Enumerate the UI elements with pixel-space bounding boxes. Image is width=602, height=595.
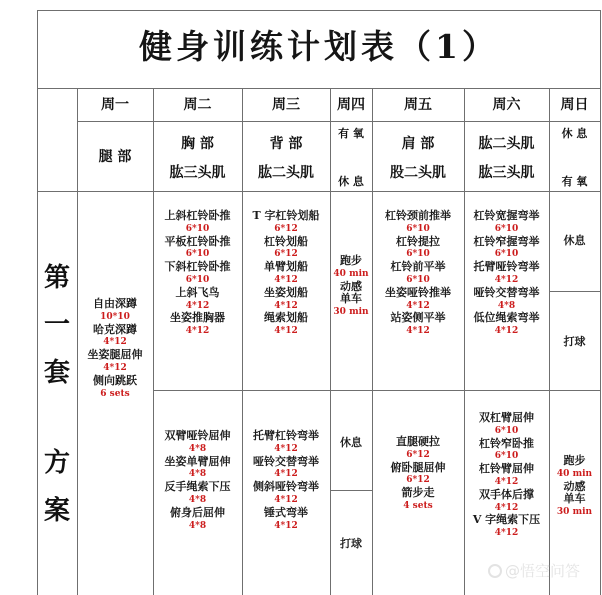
exercise-block-sat-triceps (464, 412, 549, 540)
exercise-name: V 字绳索下压 (472, 513, 541, 527)
exercise-reps: 6*10 (406, 274, 430, 285)
group-mon: 腿 部 (98, 149, 132, 165)
exercise-reps: 4*8 (188, 494, 207, 505)
exercise-reps: 40 min (556, 468, 593, 479)
exercise-reps: 4*12 (274, 443, 298, 454)
exercise-name: 哈克深蹲 (93, 322, 137, 336)
exercise-name: 坐姿单臂屈伸 (164, 454, 231, 468)
exercise-name: 双手体后撑 (479, 487, 534, 501)
exercise-reps: 30 min (556, 507, 593, 518)
exercise-block-tue-chest (153, 210, 242, 338)
group-tue-1: 胸 部 (181, 136, 214, 152)
group-wed-1: 背 部 (269, 136, 303, 152)
exercise-name: 杠铃前平举 (390, 260, 446, 274)
page-title: 健身训练计划表（1） (139, 27, 499, 66)
exercise-name: 跑步 (563, 454, 586, 467)
exercise-block-wed-back (242, 210, 330, 338)
exercise-reps: 4*12 (406, 326, 430, 337)
exercise-reps: 4*12 (103, 362, 127, 373)
watermark-text: @悟空问答 (504, 562, 580, 580)
exercise-reps: 4*12 (494, 326, 519, 337)
exercise-block-mon (77, 298, 153, 400)
exercise-reps: 30 min (333, 307, 369, 318)
exercise-reps: 6*12 (406, 449, 430, 460)
day-header-wed: 周三 (272, 97, 300, 113)
exercise-name: 单臂划船 (264, 260, 308, 274)
exercise-block-thu-cardio (330, 255, 372, 319)
grid-line (37, 10, 601, 11)
grid-line (330, 490, 372, 491)
exercise-reps: 4*12 (274, 494, 298, 505)
exercise-name: 自由深蹲 (93, 297, 137, 310)
exercise-reps: 10*10 (100, 311, 130, 322)
exercise-block-fri-hamstring (372, 436, 464, 513)
exercise-reps: 4*8 (188, 469, 207, 480)
exercise-block-sun-cardio (549, 455, 600, 519)
exercise-name: 单车 (340, 292, 362, 306)
exercise-reps: 6*10 (494, 223, 519, 234)
plan-label-char: 套 (43, 358, 70, 388)
exercise-name: 上斜飞鸟 (175, 285, 220, 299)
exercise-block-tue-triceps (153, 430, 242, 532)
exercise-reps: 4*12 (494, 274, 519, 285)
exercise-block-fri-shoulder (372, 210, 464, 338)
exercise-reps: 6*10 (494, 249, 519, 260)
exercise-name: 坐姿腿屈伸 (87, 348, 143, 362)
exercise-reps: 4*12 (274, 469, 298, 480)
exercise-reps: 4*12 (494, 502, 519, 513)
exercise-name: 杠铃窄卧推 (479, 436, 534, 450)
watermark (488, 560, 580, 581)
exercise-name: 箭步走 (401, 486, 435, 500)
exercise-reps: 4*12 (274, 326, 298, 337)
day-header-sun: 周日 (560, 97, 589, 113)
exercise-name: 托臂杠铃弯举 (253, 429, 319, 442)
exercise-reps: 4*12 (185, 300, 210, 311)
exercise-reps: 4*8 (497, 300, 516, 311)
grid-line (600, 10, 601, 595)
exercise-name: 单车 (563, 492, 586, 506)
grid-line (37, 88, 601, 89)
exercise-name: 双杠臂屈伸 (479, 411, 534, 424)
exercise-name: 站姿侧平举 (390, 311, 446, 325)
sun-ball: 打球 (563, 335, 586, 348)
exercise-reps: 6*10 (185, 223, 210, 234)
sun-rest: 休息 (563, 234, 586, 247)
exercise-name: 哑铃交替弯举 (473, 285, 540, 299)
exercise-name: 杠铃窄握弯举 (473, 234, 540, 248)
exercise-reps: 4*12 (103, 337, 127, 348)
exercise-name: 低位绳索弯举 (473, 311, 540, 325)
grid-line (549, 291, 601, 292)
exercise-reps: 4*12 (406, 300, 430, 311)
exercise-name: 锤式弯举 (264, 505, 308, 519)
exercise-name: 坐姿划船 (264, 285, 308, 299)
day-header-thu: 周四 (337, 97, 365, 113)
exercise-name: 杠铃臂屈伸 (479, 462, 534, 476)
exercise-reps: 6*12 (406, 475, 430, 486)
exercise-reps: 6*12 (274, 249, 298, 260)
exercise-reps: 4*12 (185, 326, 210, 337)
exercise-reps: 6 sets (100, 388, 130, 399)
exercise-reps: 6*10 (494, 425, 519, 436)
exercise-block-sat-biceps (464, 210, 549, 338)
group-fri-1: 肩 部 (401, 136, 435, 152)
exercise-name: 俯身后屈伸 (170, 505, 225, 519)
exercise-name: 反手绳索下压 (164, 480, 231, 494)
group-fri-2: 股二头肌 (390, 165, 446, 181)
exercise-name: 哑铃交替弯举 (253, 454, 319, 468)
day-header-fri: 周五 (404, 97, 432, 113)
exercise-name: 侧向跳跃 (93, 373, 137, 387)
exercise-name: 下斜杠铃卧推 (164, 260, 231, 274)
thu-rest: 休息 (340, 436, 362, 449)
exercise-name: 杠铃划船 (264, 234, 308, 248)
grid-line (330, 88, 331, 595)
exercise-name: 双臂哑铃屈伸 (164, 429, 231, 442)
group-tue-2: 肱三头肌 (169, 165, 226, 181)
day-header-tue: 周二 (183, 97, 212, 113)
group-thu-1: 有 氧 (338, 127, 364, 140)
exercise-reps: 4 sets (403, 500, 433, 511)
exercise-reps: 6*10 (406, 223, 430, 234)
exercise-reps: 6*10 (185, 274, 210, 285)
exercise-name: 动感 (563, 479, 586, 493)
wukong-logo-icon (488, 564, 502, 578)
exercise-name: 侧斜哑铃弯举 (253, 480, 319, 494)
exercise-name: 坐姿推胸器 (170, 311, 225, 325)
exercise-name: 平板杠铃卧推 (164, 234, 231, 248)
plan-label-char: 第 (43, 263, 70, 293)
group-sun-2: 有 氧 (561, 175, 588, 188)
exercise-reps: 4*12 (274, 274, 298, 285)
exercise-reps: 4*8 (188, 520, 207, 531)
exercise-reps: 4*12 (274, 520, 298, 531)
exercise-name: 直腿硬拉 (396, 435, 440, 448)
exercise-name: 上斜杠铃卧推 (164, 209, 231, 222)
exercise-name: 杠铃宽握弯举 (473, 209, 540, 222)
exercise-reps: 4*8 (188, 443, 207, 454)
exercise-name: 动感 (340, 279, 362, 293)
plan-label-char: 一 (43, 310, 70, 340)
exercise-name: 杠铃提拉 (396, 234, 440, 248)
group-thu-2: 休 息 (338, 175, 364, 188)
exercise-reps: 4*12 (494, 476, 519, 487)
exercise-name: 托臂哑铃弯举 (473, 260, 540, 274)
exercise-reps: 40 min (333, 268, 369, 279)
plan-label-char: 案 (43, 496, 70, 526)
exercise-name: 杠铃颈前推举 (385, 209, 451, 222)
day-header-sat: 周六 (492, 97, 521, 113)
grid-line (153, 390, 601, 391)
exercise-name: 跑步 (340, 254, 362, 267)
group-sat-1: 肱二头肌 (478, 136, 535, 152)
grid-line (37, 191, 601, 192)
grid-line (77, 121, 601, 122)
exercise-name: 俯卧腿屈伸 (390, 460, 446, 474)
plan-label-char: 方 (43, 448, 70, 478)
thu-ball: 打球 (340, 537, 362, 550)
exercise-name: 坐姿哑铃推举 (385, 285, 451, 299)
exercise-reps: 6*10 (494, 451, 519, 462)
day-header-mon: 周一 (101, 97, 129, 113)
group-wed-2: 肱二头肌 (258, 165, 314, 181)
exercise-reps: 6*12 (274, 223, 298, 234)
exercise-reps: 6*10 (406, 249, 430, 260)
group-sun-1: 休 息 (561, 127, 588, 140)
exercise-name: 绳索划船 (264, 311, 308, 325)
exercise-name: T 字杠铃划船 (252, 209, 320, 222)
group-sat-2: 肱三头肌 (478, 165, 535, 181)
exercise-reps: 4*12 (494, 528, 519, 539)
grid-line (372, 88, 373, 595)
exercise-reps: 4*12 (274, 300, 298, 311)
exercise-reps: 6*10 (185, 249, 210, 260)
exercise-block-wed-biceps (242, 430, 330, 532)
